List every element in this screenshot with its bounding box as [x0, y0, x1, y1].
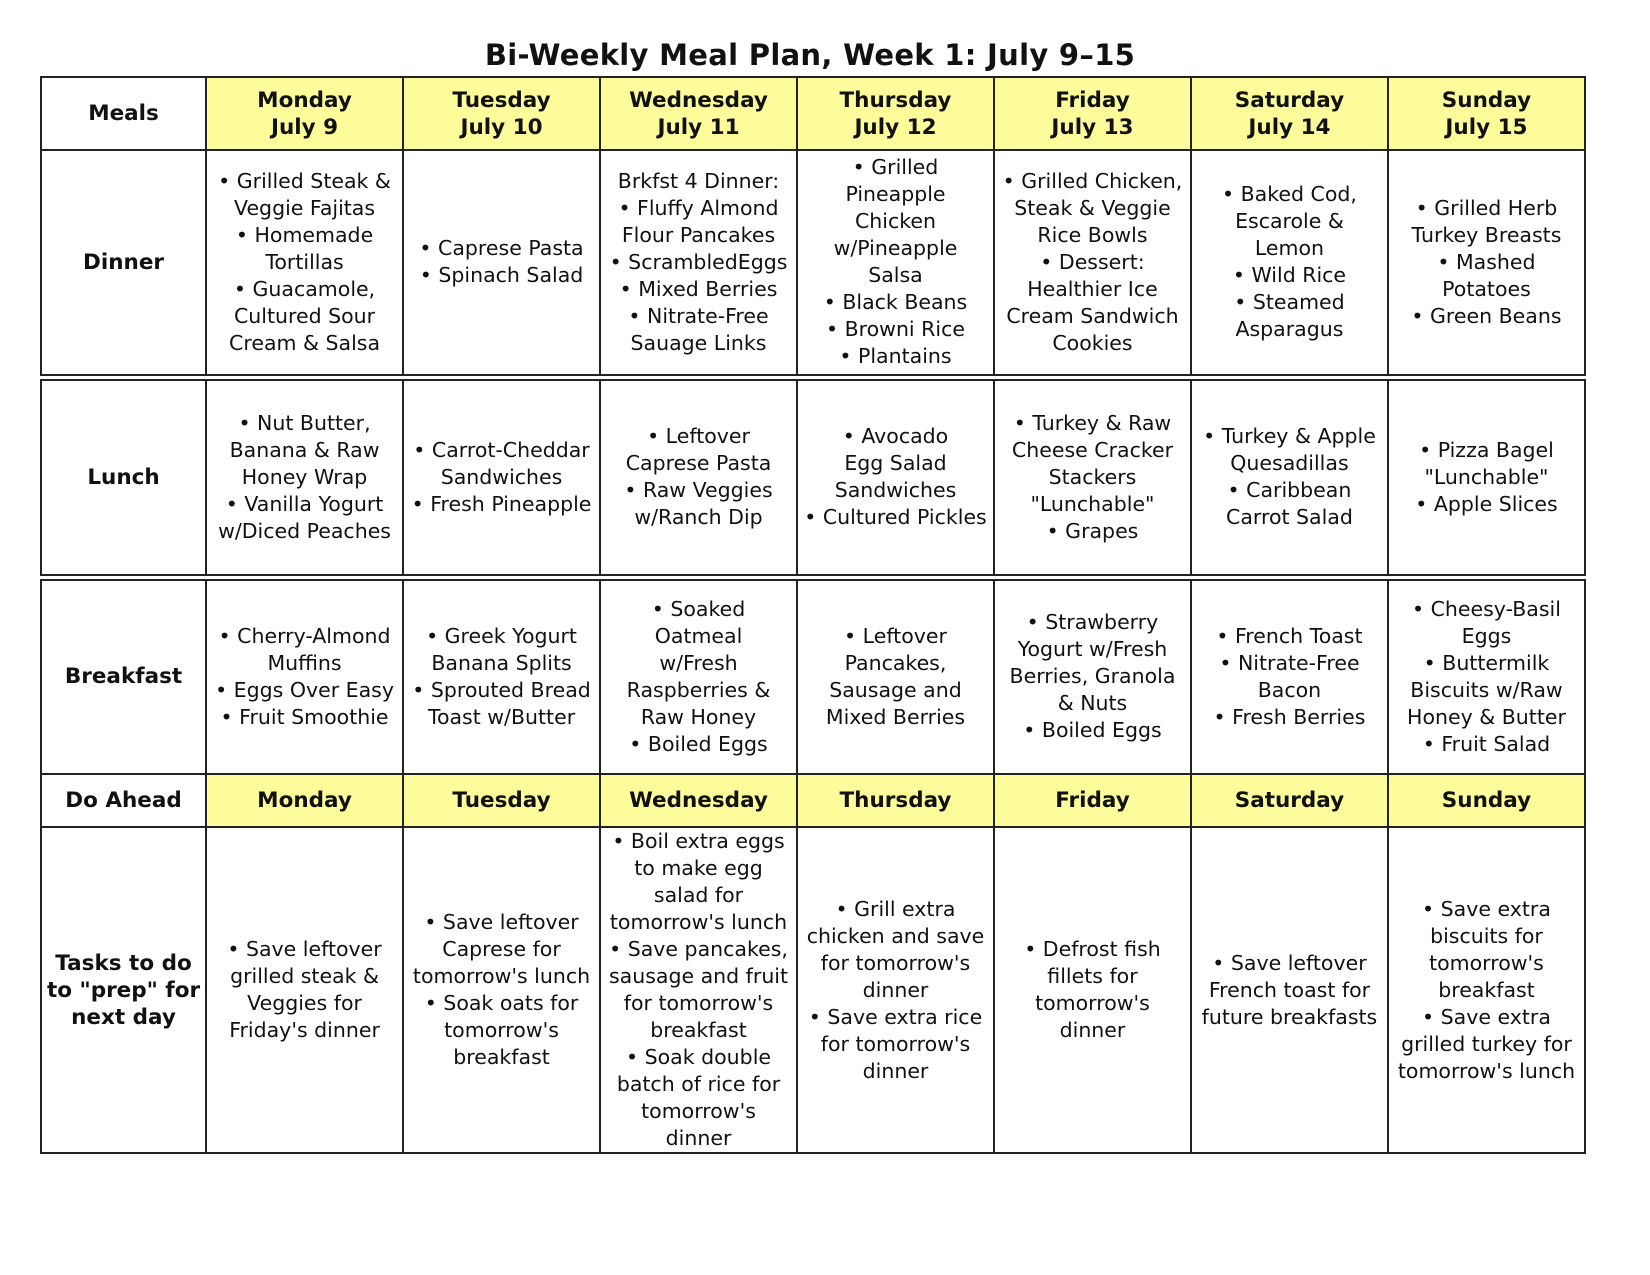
task-item-line: Caprese for — [442, 937, 561, 961]
meal-item-line: Brkfst 4 Dinner: — [617, 168, 780, 193]
meal-item-line: Escarole & — [1235, 209, 1344, 234]
meal-plan-table — [40, 76, 1586, 1154]
task-item-line: breakfast — [650, 1018, 747, 1042]
meal-item-line: • Wild Rice — [1232, 263, 1347, 288]
meal-cell-dinner-thursday — [797, 150, 994, 377]
meal-item-line: Mixed Berries — [825, 704, 966, 729]
meal-item-line: Honey Wrap — [241, 464, 368, 489]
meal-item-line: • Dessert: — [1040, 249, 1145, 274]
meal-item-line: • Mashed — [1437, 249, 1536, 274]
meal-item-line: • Boiled Eggs — [1023, 718, 1162, 743]
meal-item-line: Toast w/Butter — [427, 704, 576, 729]
meal-item-line: • ScrambledEggs — [609, 249, 788, 274]
meal-item-line: w/Diced Peaches — [218, 518, 391, 543]
day-date: July 15 — [1445, 114, 1528, 140]
task-item-line: French toast for — [1208, 977, 1371, 1002]
do-ahead-day-friday: Friday — [994, 774, 1191, 827]
task-cell-sunday — [1388, 827, 1585, 1153]
meal-item-line: Sandwiches — [834, 478, 957, 502]
do-ahead-day-wednesday: Wednesday — [600, 774, 797, 827]
meal-item-line: w/Ranch Dip — [634, 505, 763, 529]
meal-item-line: Cream Sandwich — [1006, 303, 1179, 328]
meal-item-line: • Strawberry — [1026, 610, 1159, 635]
meal-item-line: Banana Splits — [431, 650, 572, 675]
tasks-label — [41, 827, 206, 1153]
task-cell-saturday — [1191, 827, 1388, 1153]
task-item-line: breakfast — [1438, 977, 1535, 1002]
page-title: Bi-Weekly Meal Plan, Week 1: July 9–15 — [484, 38, 1136, 72]
meal-cell-breakfast-friday — [994, 577, 1191, 774]
meals-corner-header: Meals — [41, 77, 206, 150]
task-cell-thursday — [797, 827, 994, 1153]
task-item-line: • Save extra — [1422, 1004, 1551, 1029]
meal-item-line: • Homemade — [235, 222, 374, 247]
meal-item-line: Turkey Breasts — [1411, 222, 1562, 247]
task-item-line: for tomorrow's — [820, 950, 971, 975]
meal-item-line: Veggie Fajitas — [234, 195, 376, 220]
meal-cell-breakfast-monday — [206, 577, 403, 774]
do-ahead-day-monday: Monday — [206, 774, 403, 827]
task-item-line: dinner — [665, 1126, 732, 1150]
task-item-line: chicken and save — [806, 923, 985, 948]
meal-item-line: Raspberries & — [626, 677, 771, 702]
task-item-line: tomorrow's — [1429, 950, 1544, 975]
task-item-line: biscuits for — [1430, 923, 1543, 948]
task-cell-monday — [206, 827, 403, 1153]
meal-cell-lunch-monday — [206, 377, 403, 577]
day-name: Wednesday — [629, 87, 768, 113]
tasks-label-line: Tasks to do — [55, 950, 192, 976]
task-item-line: • Soak double — [626, 1045, 771, 1069]
task-item-line: Veggies for — [247, 991, 362, 1015]
task-item-line: • Save extra rice — [808, 1004, 983, 1029]
task-item-line: Friday's dinner — [229, 1018, 380, 1042]
tasks-label-line: next day — [71, 1004, 176, 1030]
task-item-line: grilled steak & — [230, 964, 379, 988]
day-name: Tuesday — [452, 87, 551, 113]
meal-cell-breakfast-thursday — [797, 577, 994, 774]
meal-cell-dinner-sunday — [1388, 150, 1585, 377]
day-date: July 10 — [460, 114, 543, 140]
meal-cell-lunch-sunday — [1388, 377, 1585, 577]
day-date: July 14 — [1248, 114, 1331, 140]
meal-item-line: • Leftover — [647, 424, 750, 448]
meal-cell-dinner-tuesday — [403, 150, 600, 377]
meal-item-line: Bacon — [1257, 677, 1322, 702]
meal-item-line: Banana & Raw — [229, 437, 380, 462]
meal-item-line: Steak & Veggie — [1014, 195, 1171, 220]
tasks-label-line: to "prep" for — [46, 977, 201, 1003]
meal-item-line: w/Pineapple — [833, 236, 958, 261]
meal-item-line: • Plantains — [839, 344, 952, 369]
meal-item-line: Quesadillas — [1230, 451, 1349, 475]
task-item-line: tomorrow's lunch — [1397, 1058, 1576, 1083]
task-cell-friday — [994, 827, 1191, 1153]
meal-item-line: • Cultured Pickles — [804, 505, 987, 529]
task-item-line: dinner — [1059, 1018, 1126, 1042]
meal-item-line: • Fresh Pineapple — [411, 491, 592, 516]
meal-item-line: • Leftover — [844, 623, 947, 648]
meal-item-line: Chicken — [854, 209, 936, 234]
meal-item-line: w/Fresh — [659, 650, 738, 675]
meal-item-line: • Mixed Berries — [619, 276, 778, 301]
task-item-line: • Save extra — [1422, 896, 1551, 921]
day-name: Sunday — [1441, 87, 1532, 113]
meal-item-line: • Baked Cod, — [1222, 182, 1357, 207]
meal-item-line: Eggs — [1461, 623, 1512, 648]
day-header-saturday — [1191, 77, 1388, 150]
day-header-friday — [994, 77, 1191, 150]
meal-item-line: Cream & Salsa — [229, 330, 381, 355]
meal-item-line: & Nuts — [1057, 691, 1128, 716]
meal-cell-breakfast-saturday — [1191, 577, 1388, 774]
meal-cell-dinner-wednesday — [600, 150, 797, 377]
task-item-line: sausage and fruit — [608, 964, 789, 988]
task-item-line: • Save leftover — [1212, 950, 1367, 975]
meal-item-line: Potatoes — [1442, 276, 1531, 301]
meal-item-line: Pineapple — [845, 182, 946, 207]
meal-item-line: • Grilled Steak & — [218, 168, 391, 193]
meal-item-line: Berries, Granola — [1009, 664, 1176, 689]
meal-item-line: • Vanilla Yogurt — [225, 491, 384, 516]
do-ahead-header-row — [41, 774, 1585, 827]
meal-item-line: • Carrot-Cheddar — [413, 437, 590, 462]
meal-item-line: • Greek Yogurt — [426, 623, 577, 648]
do-ahead-day-tuesday: Tuesday — [403, 774, 600, 827]
task-item-line: future breakfasts — [1201, 1004, 1378, 1029]
task-item-line: tomorrow's lunch — [412, 964, 591, 988]
meal-item-line: • Cheesy-Basil — [1411, 596, 1561, 621]
task-cell-tuesday — [403, 827, 600, 1153]
meal-item-line: Stackers — [1048, 464, 1137, 489]
task-item-line: • Save pancakes, — [609, 937, 788, 961]
header-row — [41, 77, 1585, 150]
meal-row-lunch — [41, 377, 1585, 577]
day-name: Saturday — [1234, 87, 1345, 113]
day-name: Monday — [257, 87, 352, 113]
meal-item-line: • Fresh Berries — [1213, 704, 1366, 729]
meal-item-line: Lemon — [1254, 236, 1325, 261]
meal-item-line: Caprese Pasta — [625, 451, 772, 475]
meal-item-line: Rice Bowls — [1037, 222, 1148, 247]
meal-label-breakfast: Breakfast — [41, 577, 206, 774]
task-item-line: fillets for — [1047, 964, 1138, 988]
meal-item-line: "Lunchable" — [1030, 491, 1155, 516]
meal-item-line: • Guacamole, — [233, 276, 376, 301]
meal-item-line: • Black Beans — [823, 290, 968, 315]
meal-item-line: • French Toast — [1216, 623, 1363, 648]
meal-item-line: • Grilled Herb — [1415, 195, 1558, 220]
day-date: July 12 — [854, 114, 937, 140]
task-item-line: for tomorrow's — [820, 1031, 971, 1056]
meal-item-line: Muffins — [267, 650, 342, 675]
task-item-line: • Save leftover — [227, 937, 382, 961]
day-date: July 13 — [1051, 114, 1134, 140]
meal-cell-dinner-saturday — [1191, 150, 1388, 377]
meal-cell-breakfast-wednesday — [600, 577, 797, 774]
meal-item-line: Sauage Links — [630, 330, 767, 355]
meal-item-line: Healthier Ice — [1027, 276, 1158, 301]
day-header-tuesday — [403, 77, 600, 150]
task-item-line: grilled turkey for — [1401, 1031, 1572, 1056]
meal-item-line: • Green Beans — [1411, 303, 1562, 328]
meal-item-line: • Fluffy Almond — [618, 195, 779, 220]
meal-item-line: Flour Pancakes — [621, 222, 776, 247]
meal-item-line: Asparagus — [1235, 317, 1344, 342]
task-item-line: breakfast — [453, 1045, 550, 1069]
do-ahead-day-thursday: Thursday — [797, 774, 994, 827]
meal-item-line: • Turkey & Raw — [1013, 410, 1172, 435]
meal-item-line: • Nut Butter, — [238, 410, 371, 435]
meal-item-line: • Fruit Salad — [1422, 731, 1551, 756]
meal-row-breakfast — [41, 577, 1585, 774]
task-cell-wednesday — [600, 827, 797, 1153]
meal-item-line: • Turkey & Apple — [1203, 424, 1376, 448]
meal-row-dinner — [41, 150, 1585, 377]
meal-item-line: • Grilled — [852, 155, 939, 180]
meal-item-line: Sausage and — [829, 677, 962, 702]
task-item-line: tomorrow's lunch — [609, 910, 788, 934]
meal-item-line: • Caribbean — [1227, 478, 1352, 502]
meal-cell-lunch-saturday — [1191, 377, 1388, 577]
meal-item-line: Carrot Salad — [1226, 505, 1353, 529]
task-item-line: • Boil extra eggs — [612, 829, 785, 853]
meal-cell-breakfast-tuesday — [403, 577, 600, 774]
meal-item-line: • Nitrate-Free — [1219, 650, 1360, 675]
task-item-line: batch of rice for — [616, 1072, 781, 1096]
meal-cell-lunch-wednesday — [600, 377, 797, 577]
meal-label-dinner: Dinner — [41, 150, 206, 377]
meal-item-line: • Grilled Chicken, — [1002, 168, 1183, 193]
meal-cell-dinner-friday — [994, 150, 1191, 377]
task-item-line: tomorrow's — [1035, 991, 1150, 1015]
task-item-line: tomorrow's — [641, 1099, 756, 1123]
task-item-line: tomorrow's — [444, 1018, 559, 1042]
meal-item-line: Cheese Cracker — [1011, 437, 1174, 462]
task-item-line: • Save leftover — [424, 910, 579, 934]
meal-item-line: • Eggs Over Easy — [215, 677, 394, 702]
meal-item-line: Tortillas — [265, 249, 344, 274]
meal-cell-lunch-tuesday — [403, 377, 600, 577]
meal-item-line: • Raw Veggies — [624, 478, 773, 502]
meal-item-line: • Nitrate-Free — [628, 303, 769, 328]
meal-item-line: Yogurt w/Fresh — [1017, 637, 1168, 662]
task-item-line: • Defrost fish — [1024, 937, 1161, 961]
meal-item-line: • Boiled Eggs — [629, 731, 768, 756]
task-item-line: • Soak oats for — [424, 991, 579, 1015]
meal-item-line: Sandwiches — [440, 464, 563, 489]
task-item-line: dinner — [862, 1058, 929, 1083]
day-date: July 9 — [270, 114, 339, 140]
tasks-row — [41, 827, 1585, 1153]
meal-item-line: • Apple Slices — [1415, 491, 1558, 516]
day-header-sunday — [1388, 77, 1585, 150]
task-item-line: to make egg — [634, 856, 763, 880]
day-name: Friday — [1055, 87, 1130, 113]
task-item-line: for tomorrow's — [623, 991, 774, 1015]
meal-label-lunch: Lunch — [41, 377, 206, 577]
task-item-line: dinner — [862, 977, 929, 1002]
meal-item-line: Egg Salad — [844, 451, 947, 475]
do-ahead-day-saturday: Saturday — [1191, 774, 1388, 827]
meal-item-line: • Browni Rice — [825, 317, 965, 342]
meal-cell-lunch-friday — [994, 377, 1191, 577]
meal-item-line: • Steamed — [1234, 290, 1345, 315]
meal-item-line: • Fruit Smoothie — [220, 704, 389, 729]
task-item-line: salad for — [653, 883, 744, 907]
meal-item-line: • Sprouted Bread — [412, 677, 591, 702]
meal-item-line: • Cherry-Almond — [218, 623, 391, 648]
do-ahead-corner-header: Do Ahead — [41, 774, 206, 827]
meal-item-line: "Lunchable" — [1424, 464, 1549, 489]
meal-item-line: • Caprese Pasta — [419, 236, 584, 261]
day-date: July 11 — [657, 114, 740, 140]
meal-item-line: • Pizza Bagel — [1419, 437, 1554, 462]
do-ahead-day-sunday: Sunday — [1388, 774, 1585, 827]
meal-item-line: Honey & Butter — [1407, 704, 1566, 729]
day-header-wednesday — [600, 77, 797, 150]
meal-item-line: Cultured Sour — [233, 303, 376, 328]
meal-item-line: Pancakes, — [844, 650, 947, 675]
meal-cell-lunch-thursday — [797, 377, 994, 577]
meal-item-line: Cookies — [1052, 330, 1133, 355]
meal-item-line: Biscuits w/Raw — [1410, 677, 1563, 702]
meal-item-line: Oatmeal — [654, 623, 743, 648]
meal-item-line: • Grapes — [1046, 518, 1139, 543]
task-item-line: • Grill extra — [835, 896, 956, 921]
meal-cell-dinner-monday — [206, 150, 403, 377]
day-header-monday — [206, 77, 403, 150]
day-name: Thursday — [839, 87, 952, 113]
meal-item-line: Raw Honey — [640, 704, 757, 729]
meal-item-line: • Buttermilk — [1423, 650, 1550, 675]
meal-item-line: Salsa — [868, 263, 923, 288]
meal-item-line: • Avocado — [842, 424, 949, 448]
day-header-thursday — [797, 77, 994, 150]
meal-item-line: • Spinach Salad — [419, 263, 584, 288]
meal-item-line: • Soaked — [651, 596, 746, 621]
meal-cell-breakfast-sunday — [1388, 577, 1585, 774]
